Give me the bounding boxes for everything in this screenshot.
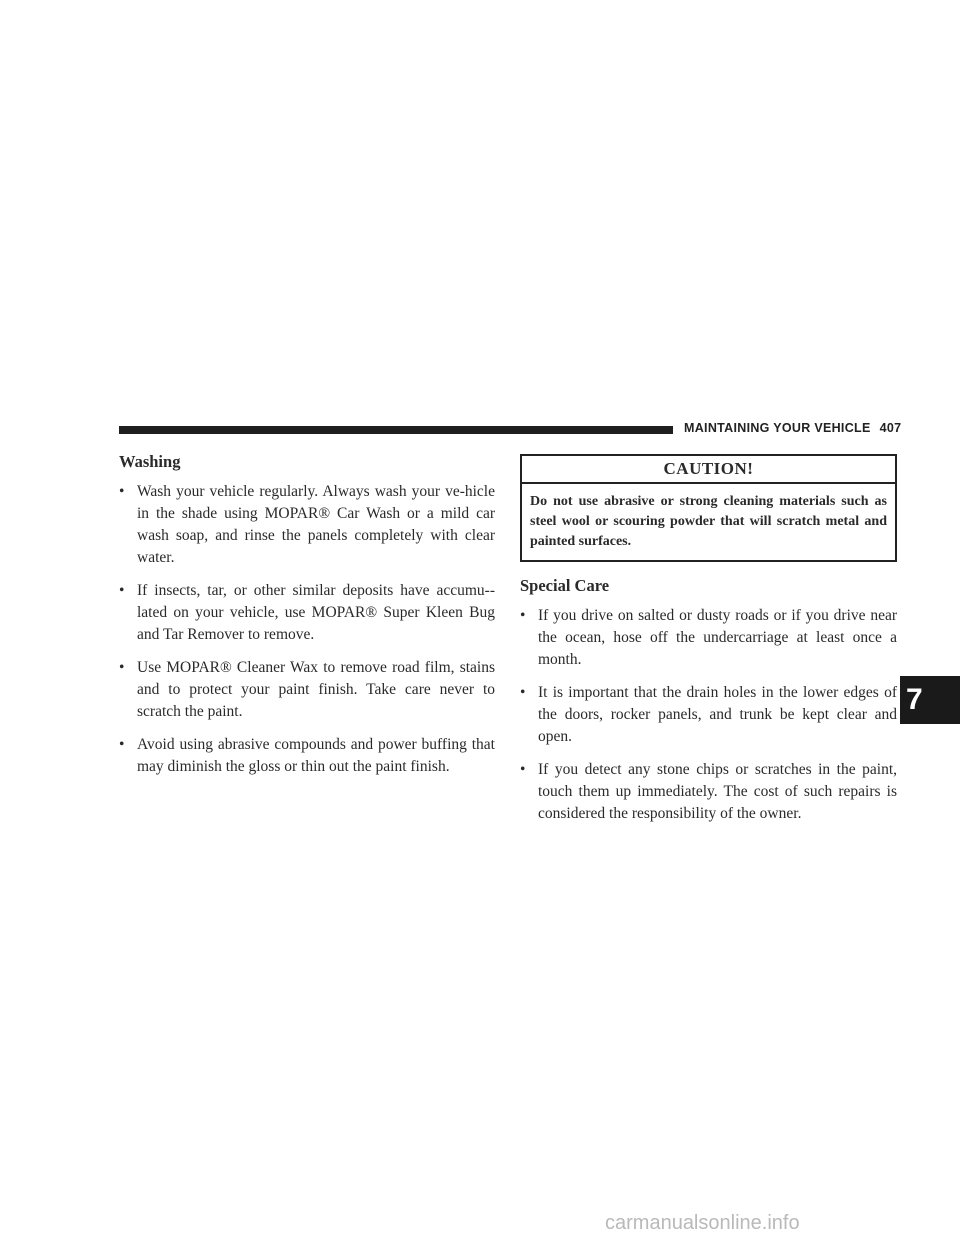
right-column (520, 454, 897, 836)
bullet-icon: • (119, 736, 125, 753)
bullet-icon: • (520, 607, 526, 624)
special-care-heading: Special Care (520, 576, 610, 595)
list-item: • Avoid using abrasive compounds and power buffing that may diminish the gloss or thin out the paint finish. (119, 736, 495, 775)
running-header (684, 421, 901, 435)
page-number: 407 (879, 421, 902, 435)
section-title: MAINTAINING YOUR VEHICLE (684, 421, 871, 435)
list-item: • If you drive on salted or dusty roads or if you drive near the ocean, hose off the undercarriage at least once a month. (520, 607, 897, 668)
left-column (119, 452, 495, 789)
washing-list (119, 481, 495, 778)
list-item: • If insects, tar, or other similar deposits have accumu-lated on your vehicle, use MOPAR® Super Kleen Bug and Tar Remover to remove. (119, 582, 495, 643)
header-rule (119, 426, 673, 434)
list-item: • Wash your vehicle regularly. Always wash your ve-hicle in the shade using MOPAR® Car Wash or a mild car wash soap, and rinse the panels completely with clear water. (119, 483, 495, 566)
special-care-list (520, 605, 897, 825)
chapter-tab: 7 (900, 676, 960, 724)
bullet-icon: • (119, 582, 125, 599)
caution-title: CAUTION! (522, 456, 895, 484)
list-item: • If you detect any stone chips or scratches in the paint, touch them up immediately. The cost of such repairs is considered the responsibility of the owner. (520, 761, 897, 822)
watermark: carmanualsonline.info (605, 1212, 800, 1234)
washing-heading: Washing (119, 452, 181, 471)
bullet-icon: • (520, 761, 526, 778)
list-item: • Use MOPAR® Cleaner Wax to remove road film, stains and to protect your paint finish. Take care never to scratch the paint. (119, 659, 495, 720)
bullet-icon: • (119, 483, 125, 500)
bullet-icon: • (119, 659, 125, 676)
caution-text: Do not use abrasive or strong cleaning materials such as steel wool or scouring powder that will scratch metal and painted surfaces. (530, 494, 887, 549)
caution-box (520, 454, 897, 562)
list-item: • It is important that the drain holes in the lower edges of the doors, rocker panels, and trunk be kept clear and open. (520, 684, 897, 745)
bullet-icon: • (520, 684, 526, 701)
